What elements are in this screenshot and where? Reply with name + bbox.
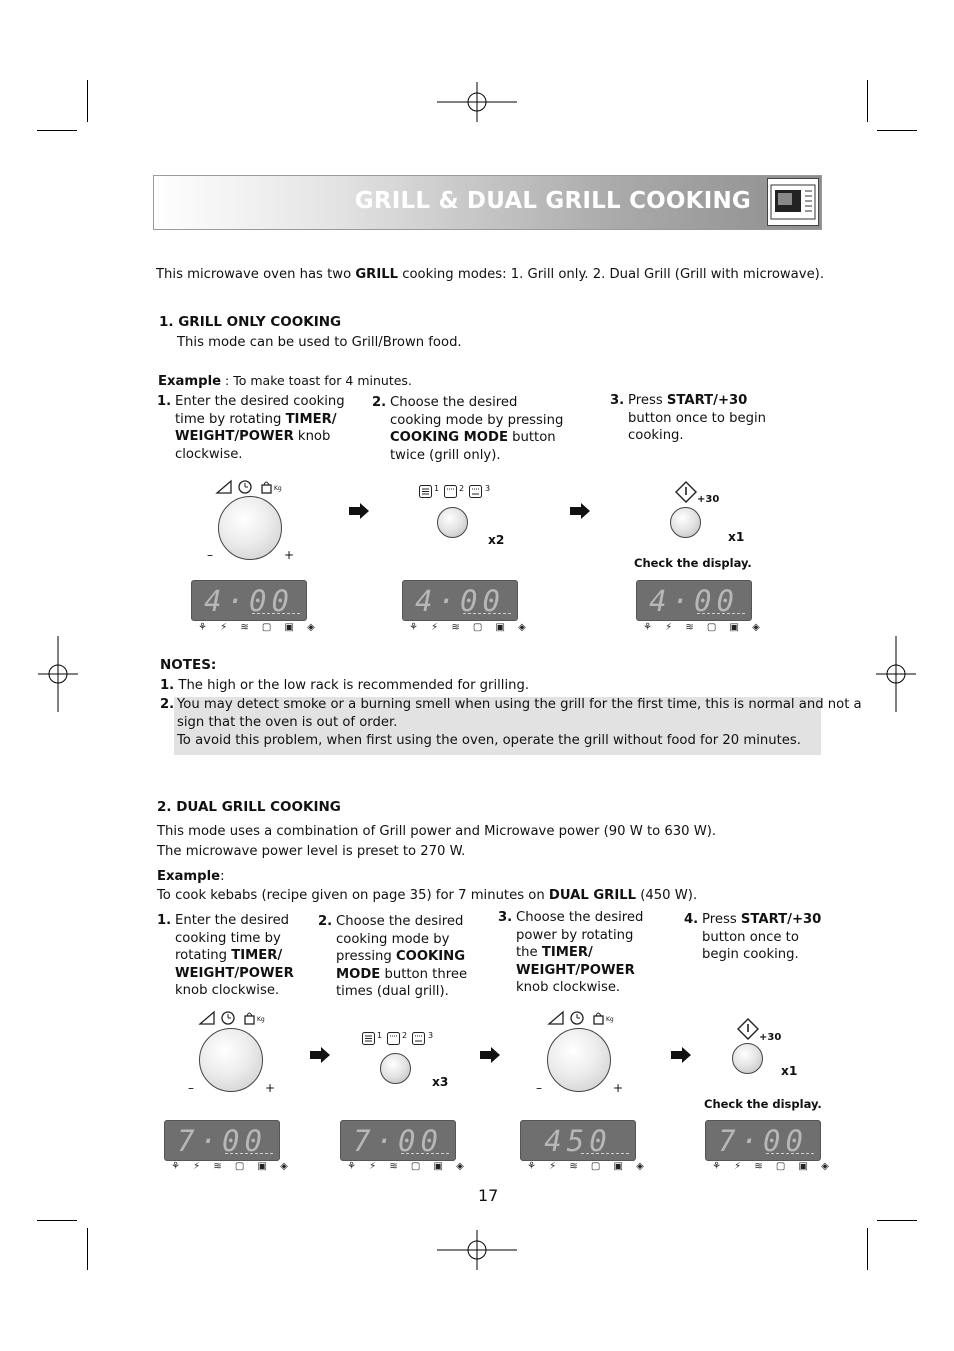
crop-mark: [867, 80, 868, 122]
start-plus30-label: +30: [697, 494, 720, 505]
step-1: 1. Enter the desired cooking time by rotating TIMER/ WEIGHT/POWER knob clockwise.: [157, 913, 294, 998]
start-button[interactable]: [670, 507, 701, 538]
note-2: 2.: [160, 697, 175, 712]
section-heading: 2. DUAL GRILL COOKING: [157, 799, 341, 815]
start-icon: [675, 481, 697, 503]
display-indicator-icons: ⚘ ⚡ ≋ ▢ ▣ ◈: [409, 622, 531, 633]
crop-mark: [87, 80, 88, 122]
arrow-right-icon: [349, 503, 369, 519]
oven-display: [191, 580, 307, 621]
step-2: 2. Choose the desired cooking mode by pressing COOKING MODE button three times (dual grill).: [318, 914, 468, 999]
crop-mark: [877, 1220, 917, 1221]
crop-mark: [877, 130, 917, 131]
knob-plus-label: +: [613, 1081, 624, 1095]
crop-mark: [37, 1220, 77, 1221]
oven-display: [164, 1120, 280, 1161]
display-indicator-icons: ⚘ ⚡ ≋ ▢ ▣ ◈: [347, 1161, 469, 1172]
oven-display: [636, 580, 752, 621]
check-display-note: Check the display.: [704, 1097, 822, 1111]
registration-mark-icon: [38, 636, 78, 712]
step-4: 4. Press START/+30 button once to begin cooking.: [684, 912, 822, 962]
display-value: 450: [544, 1124, 612, 1158]
crop-mark: [37, 130, 77, 131]
page-number: 17: [478, 1186, 499, 1205]
display-indicator-icons: ⚘ ⚡ ≋ ▢ ▣ ◈: [171, 1161, 293, 1172]
press-count: x2: [488, 533, 505, 547]
header-banner: [153, 175, 822, 230]
step-2: 2. Choose the desired cooking mode by pressing COOKING MODE button twice (grill only).: [372, 395, 564, 463]
microwave-oven-icon: [767, 178, 819, 226]
arrow-right-icon: [671, 1047, 691, 1063]
example-line: To cook kebabs (recipe given on page 35) for 7 minutes on DUAL GRILL (450 W).: [157, 888, 698, 903]
page-title: GRILL & DUAL GRILL COOKING: [354, 188, 751, 214]
knob-plus-label: +: [265, 1081, 276, 1095]
registration-mark-icon: [876, 636, 916, 712]
crop-mark: [87, 1228, 88, 1270]
section-description: This mode can be used to Grill/Brown food.: [177, 335, 462, 350]
step-1: 1. Enter the desired cooking time by rotating TIMER/ WEIGHT/POWER knob clockwise.: [157, 394, 345, 462]
start-button[interactable]: [732, 1043, 763, 1074]
arrow-right-icon: [480, 1047, 500, 1063]
start-plus30-label: +30: [759, 1032, 782, 1043]
intro-text: This microwave oven has two GRILL cooking modes: 1. Grill only. 2. Dual Grill (Grill with microwave).: [156, 267, 825, 282]
check-display-note: Check the display.: [634, 556, 752, 570]
knob-minus-label: –: [536, 1081, 542, 1095]
registration-mark-icon: [437, 1230, 517, 1270]
note-1: 1. The high or the low rack is recommended for grilling.: [160, 678, 530, 693]
example-label: Example:: [157, 869, 225, 884]
cooking-mode-icons: 1 2 3: [419, 484, 499, 500]
cooking-mode-icons: 1 2 3: [362, 1031, 442, 1047]
step-3: 3. Press START/+30 button once to begin cooking.: [610, 393, 766, 443]
arrow-right-icon: [570, 503, 590, 519]
display-value: 7·00: [177, 1124, 267, 1158]
cooking-mode-button[interactable]: [380, 1053, 411, 1084]
oven-display: [340, 1120, 456, 1161]
notes-heading: NOTES:: [160, 657, 217, 673]
timer-weight-power-knob[interactable]: [199, 1028, 263, 1092]
kg-label: Kg: [606, 1016, 614, 1023]
start-icon: [737, 1018, 759, 1040]
step-3: 3. Choose the desired power by rotating the TIMER/ WEIGHT/POWER knob clockwise.: [498, 910, 644, 995]
display-indicator-icons: ⚘ ⚡ ≋ ▢ ▣ ◈: [198, 622, 320, 633]
arrow-right-icon: [310, 1047, 330, 1063]
display-indicator-icons: ⚘ ⚡ ≋ ▢ ▣ ◈: [527, 1161, 649, 1172]
crop-mark: [867, 1228, 868, 1270]
note-2-text: You may detect smoke or a burning smell when using the grill for the first time, this is normal and not a sign that the oven is out of order. To avoid this problem, when first using the oven, operate the grill without food for 20 minutes.: [177, 697, 862, 748]
knob-plus-label: +: [284, 548, 295, 562]
kg-label: Kg: [257, 1016, 265, 1023]
example-line: Example : To make toast for 4 minutes.: [158, 373, 412, 389]
section-description: The microwave power level is preset to 270 W.: [157, 844, 466, 859]
press-count: x3: [432, 1075, 449, 1089]
press-count: x1: [781, 1064, 798, 1078]
display-indicator-icons: ⚘ ⚡ ≋ ▢ ▣ ◈: [712, 1161, 834, 1172]
press-count: x1: [728, 530, 745, 544]
display-value: 7·00: [353, 1124, 443, 1158]
knob-minus-label: –: [188, 1081, 194, 1095]
knob-minus-label: –: [207, 548, 213, 562]
registration-mark-icon: [437, 82, 517, 122]
oven-display: [705, 1120, 821, 1161]
section-description: This mode uses a combination of Grill power and Microwave power (90 W to 630 W).: [157, 824, 717, 839]
oven-display: [402, 580, 518, 621]
section-heading: 1. GRILL ONLY COOKING: [159, 314, 342, 330]
display-value: 4·00: [415, 584, 505, 618]
display-value: 4·00: [649, 584, 739, 618]
kg-label: Kg: [274, 485, 282, 492]
display-indicator-icons: ⚘ ⚡ ≋ ▢ ▣ ◈: [643, 622, 765, 633]
display-value: 4·00: [204, 584, 294, 618]
oven-display: [520, 1120, 636, 1161]
cooking-mode-button[interactable]: [437, 507, 468, 538]
timer-weight-power-knob[interactable]: [547, 1028, 611, 1092]
display-value: 7·00: [718, 1124, 808, 1158]
timer-weight-power-knob[interactable]: [218, 496, 282, 560]
